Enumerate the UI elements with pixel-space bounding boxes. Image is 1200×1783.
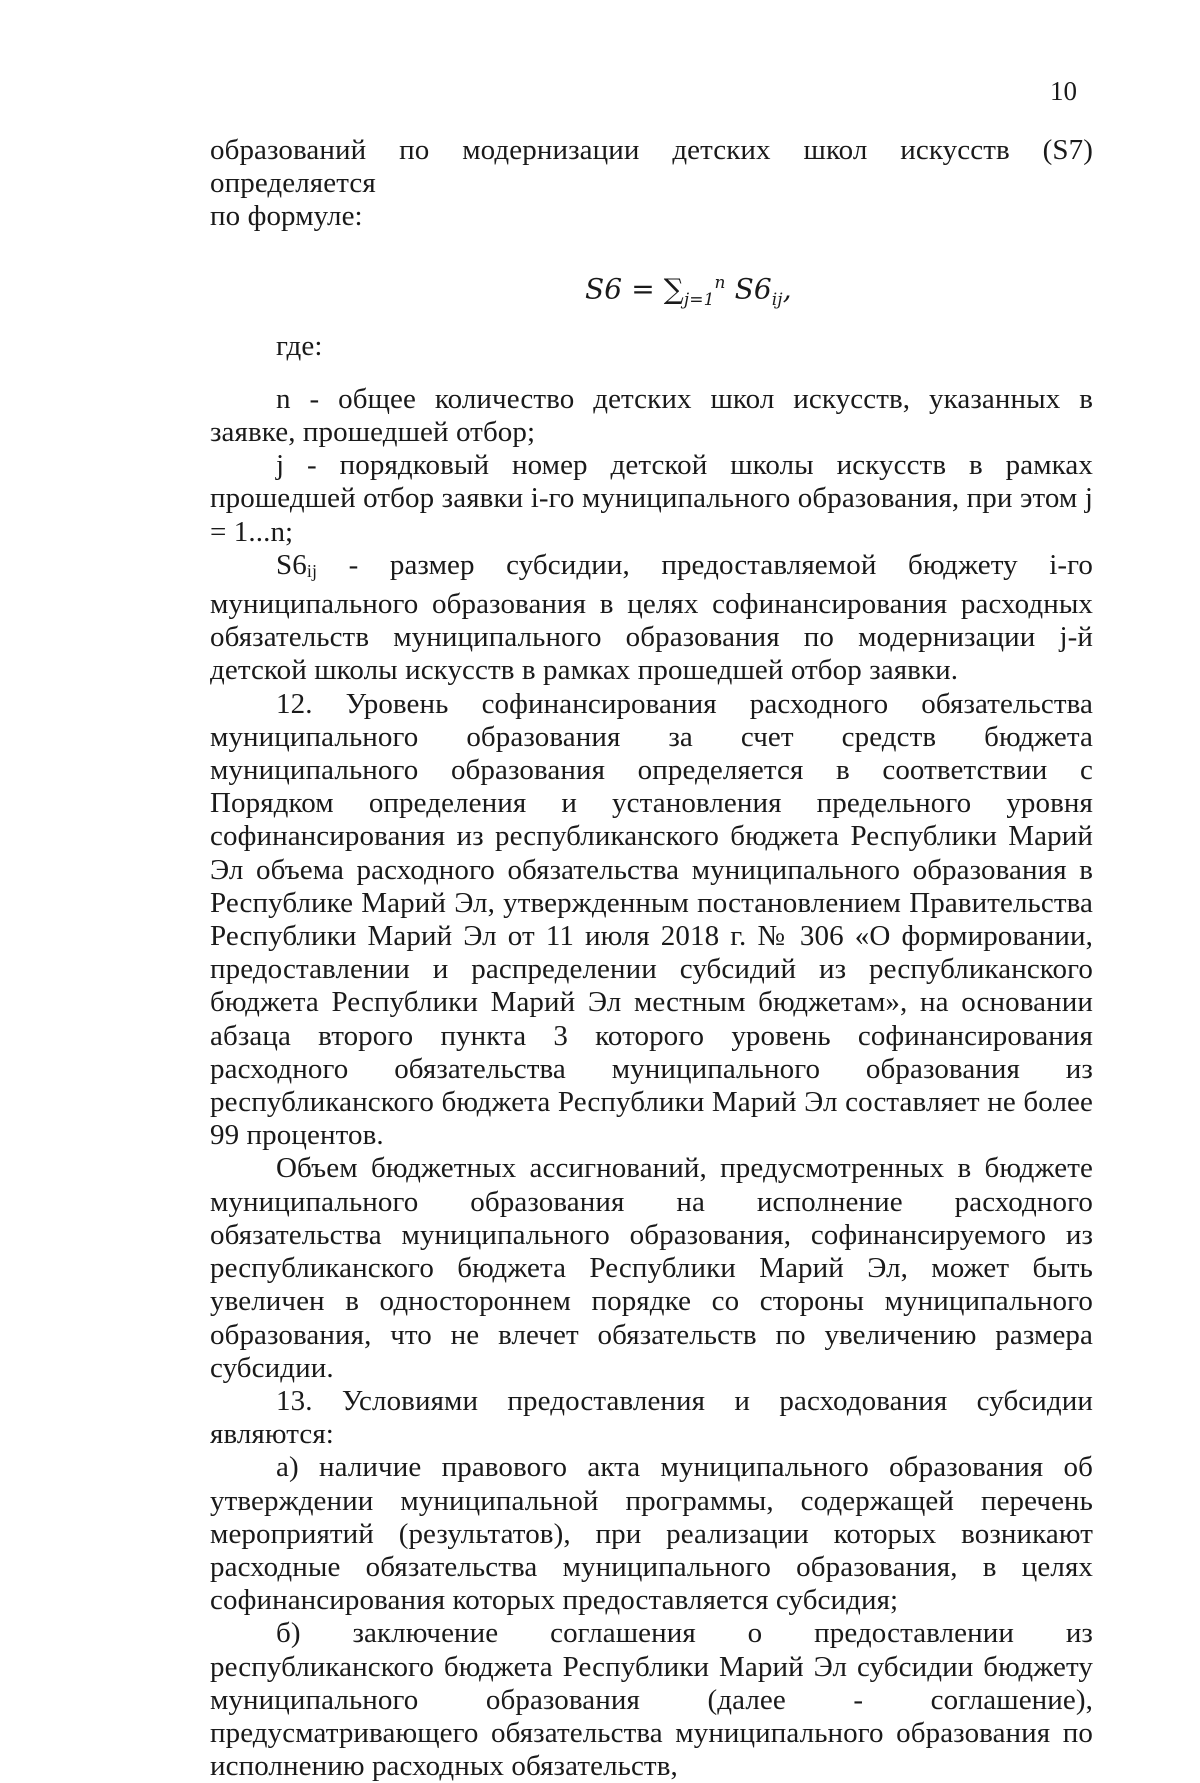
intro-paragraph — [210, 134, 1093, 234]
intro-line-1: образований по модернизации детских школ искусств (S7) определяется — [210, 134, 1093, 200]
paragraph-13-a: а) наличие правового акта муниципального образования об утверждении муниципальной программы, содержащей перечень мероприятий (результатов), при реализации которых возникают расходные обязательства муниципального образования, в целях софинансирования которых предоставляется субсидия; — [210, 1451, 1093, 1617]
formula-sum-symbol: ∑ — [663, 271, 684, 305]
paragraph-13: 13. Условиями предоставления и расходования субсидии являются: — [210, 1384, 1093, 1451]
definition-s6ij — [210, 549, 1093, 688]
formula-trailing-comma: , — [782, 271, 792, 305]
document-body — [210, 134, 1093, 1783]
formula-sum-upper: n — [714, 272, 726, 293]
formula-sum-lower: j=1 — [683, 289, 715, 310]
page-number: 10 — [1050, 76, 1077, 106]
definition-s6-index: ij — [306, 560, 318, 581]
definition-s6-text: - размер субсидии, предоставляемой бюджету i-го муниципального образования в целях софинансирования расходных обязательств муниципального образования по модернизации j-й детской школы искусств в рамках прошедшей отбор заявки. — [210, 548, 1093, 687]
definition-j: j - порядковый номер детской школы искусств в рамках прошедшей отбор заявки i-го муниципального образования, при этом j = 1...n; — [210, 449, 1093, 548]
paragraph-budget-volume: Объем бюджетных ассигнований, предусмотренных в бюджете муниципального образования на исполнение расходного обязательства муниципального образования, софинансируемого из республиканского бюджета Республики Марий Эл, может быть увеличен в одностороннем порядке со стороны муниципального образования, что не влечет обязательств по увеличению размера субсидии. — [210, 1152, 1093, 1384]
formula-term: S6 — [725, 271, 772, 305]
paragraph-13-b: б) заключение соглашения о предоставлении из республиканского бюджета Республики Марий Эл субсидии бюджету муниципального образования (далее - соглашение), предусматривающего обязательства муниципального образования по исполнению расходных обязательств, — [210, 1617, 1093, 1783]
definition-s6-symbol: S6 — [276, 548, 307, 581]
paragraph-12: 12. Уровень софинансирования расходного обязательства муниципального образования за счет средств бюджета муниципального образования определяется в соответствии с Порядком определения и установления предельного уровня софинансирования из республиканского бюджета Республики Марий Эл объема расходного обязательства муниципального образования в Республике Марий Эл, утвержденным постановлением Правительства Республики Марий Эл от 11 июля 2018 г. № 306 «О формировании, предоставлении и распределении субсидий из республиканского бюджета Республики Марий Эл местным бюджетам», на основании абзаца второго пункта 3 которого уровень софинансирования расходного обязательства муниципального образования из республиканского бюджета Республики Марий Эл составляет не более 99 процентов. — [210, 687, 1093, 1152]
formula-term-index: ij — [771, 289, 783, 310]
definition-n: n - общее количество детских школ искусств, указанных в заявке, прошедшей отбор; — [210, 382, 1093, 449]
formula-lhs: S6 = — [585, 271, 664, 305]
formula-s6 — [210, 256, 1093, 310]
intro-line-2: по формуле: — [210, 200, 363, 233]
spacer — [210, 363, 1093, 383]
where-label: где: — [276, 329, 323, 362]
